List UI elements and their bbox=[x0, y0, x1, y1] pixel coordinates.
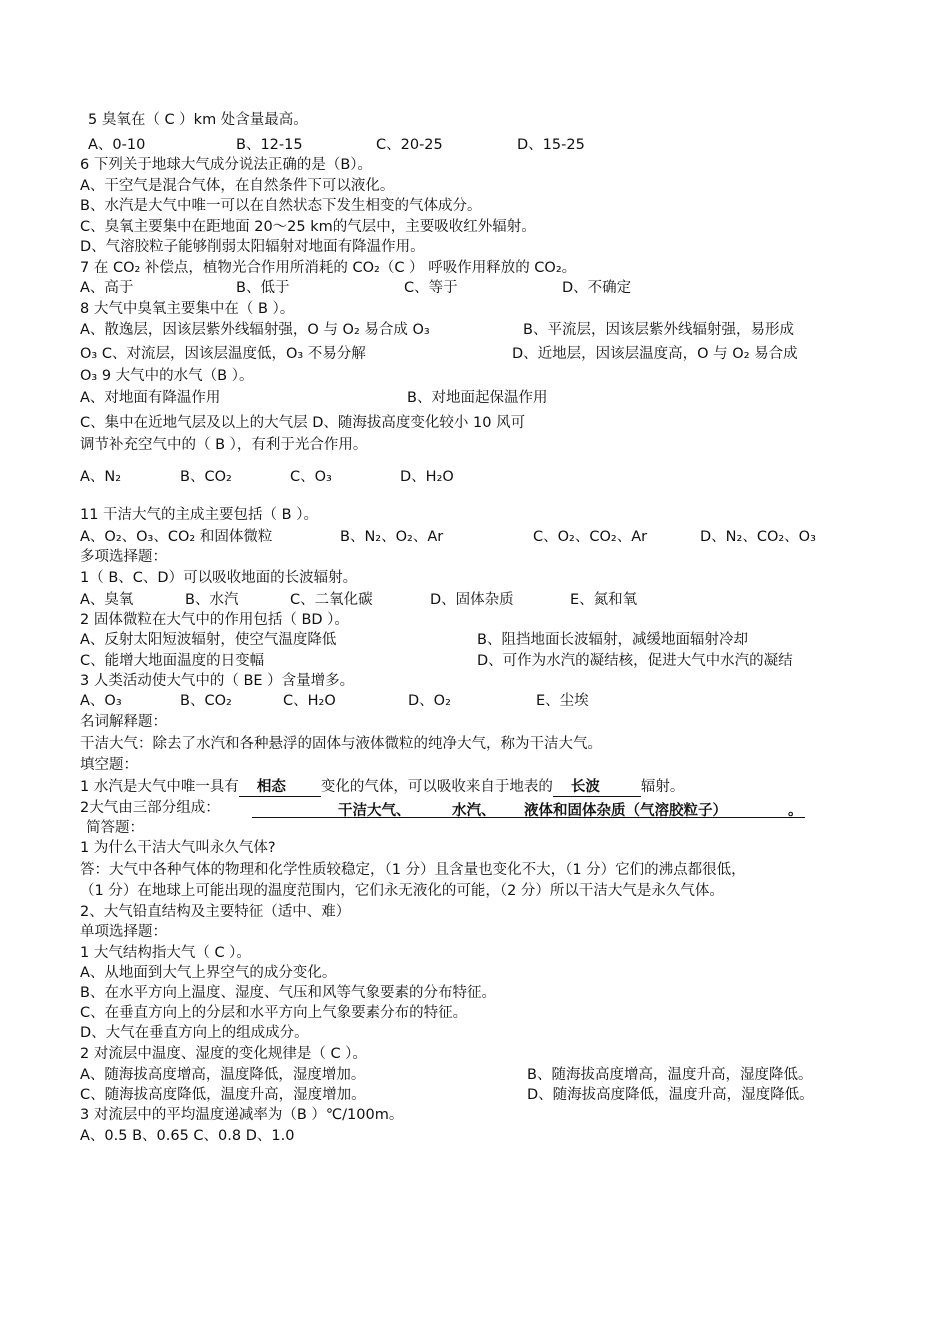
option: B、对地面起保温作用 bbox=[407, 390, 548, 406]
option: A、从地面到大气上界空气的成分变化。 bbox=[80, 965, 337, 981]
question-5-stem: 5 臭氧在（ C ）km 处含量最高。 bbox=[88, 112, 308, 128]
multi-question-2-stem: 2 固体微粒在大气中的作用包括（ BD ）。 bbox=[80, 612, 349, 628]
option: B、12-15 bbox=[236, 137, 303, 153]
section-heading: 简答题： bbox=[86, 820, 144, 836]
fill-answer: 水汽、 bbox=[452, 803, 496, 819]
option: C、能增大地面温度的日变幅 bbox=[80, 653, 265, 669]
fill-text: 辐射。 bbox=[640, 779, 685, 795]
option: C、集中在近地气层及以上的大气层 D、随海拔高度变化较小 10 风可 bbox=[80, 415, 526, 431]
option: B、CO₂ bbox=[180, 693, 232, 709]
option: C、二氧化碳 bbox=[290, 592, 373, 608]
fill-text: 变化的气体，可以吸收来自于地表的 bbox=[320, 779, 553, 795]
question-stem: 2 对流层中温度、湿度的变化规律是（ C ）。 bbox=[80, 1046, 367, 1062]
option: C、随海拔高度降低，温度升高，湿度增加。 bbox=[80, 1087, 366, 1103]
fill-question-2-answer bbox=[252, 799, 805, 818]
option: A、干空气是混合气体，在自然条件下可以液化。 bbox=[80, 178, 395, 194]
fill-answer: 相态 bbox=[239, 778, 321, 797]
section-heading: 多项选择题： bbox=[80, 549, 167, 565]
option: B、平流层，因该层紫外线辐射强，易形成 bbox=[523, 322, 794, 338]
multi-question-3-stem: 3 人类活动使大气中的（ BE ）含量增多。 bbox=[80, 673, 355, 689]
short-answer-line: 答：大气中各种气体的物理和化学性质较稳定，（1 分）且含量也变化不大，（1 分）它们的沸点都很低， bbox=[80, 862, 746, 878]
question-stem: 3 对流层中的平均温度递减率为（B ）℃/100m。 bbox=[80, 1107, 404, 1123]
option: B、随海拔高度增高，温度升高，湿度降低。 bbox=[527, 1067, 813, 1083]
option: D、随海拔高度降低，温度升高，湿度降低。 bbox=[527, 1087, 814, 1103]
question-6-stem: 6 下列关于地球大气成分说法正确的是（B）。 bbox=[80, 157, 373, 173]
option: B、在水平方向上温度、湿度、气压和风等气象要素的分布特征。 bbox=[80, 985, 496, 1001]
section-heading: 单项选择题： bbox=[80, 924, 167, 940]
fill-answer: 长波 bbox=[553, 778, 641, 797]
option: A、O₃ bbox=[80, 693, 122, 709]
option: E、氮和氧 bbox=[570, 592, 638, 608]
fill-question-2-label: 2大气由三部分组成： bbox=[80, 800, 220, 816]
option: C、在垂直方向上的分层和水平方向上气象要素分布的特征。 bbox=[80, 1005, 468, 1021]
option: D、15-25 bbox=[517, 137, 585, 153]
option: D、近地层，因该层温度高，O 与 O₂ 易合成 bbox=[512, 346, 798, 362]
option: D、不确定 bbox=[562, 280, 632, 296]
option: C、O₂、CO₂、Ar bbox=[533, 529, 648, 545]
option: D、气溶胶粒子能够削弱太阳辐射对地面有降温作用。 bbox=[80, 239, 425, 255]
option: A、0.5 B、0.65 C、0.8 D、1.0 bbox=[80, 1128, 295, 1144]
fill-answer: 干洁大气、 bbox=[338, 803, 411, 819]
option: A、高于 bbox=[80, 280, 134, 296]
option: B、水汽是大气中唯一可以在自然状态下发生相变的气体成分。 bbox=[80, 198, 482, 214]
option: O₃ C、对流层，因该层温度低，O₃ 不易分解 bbox=[80, 346, 366, 362]
option: D、大气在垂直方向上的组成成分。 bbox=[80, 1025, 309, 1041]
question-10-stem: 调节补充空气中的（ B ），有利于光合作用。 bbox=[80, 437, 368, 453]
fill-text: 1 水汽是大气中唯一具有 bbox=[80, 779, 239, 795]
fill-question-1 bbox=[80, 778, 684, 797]
option: B、CO₂ bbox=[180, 469, 232, 485]
question-7-stem: 7 在 CO₂ 补偿点，植物光合作用所消耗的 CO₂（C ） 呼吸作用释放的 CO₂。 bbox=[80, 260, 577, 276]
option: C、20-25 bbox=[376, 137, 443, 153]
option: E、尘埃 bbox=[536, 693, 589, 709]
option: C、臭氧主要集中在距地面 20～25 km的气层中，主要吸收红外辐射。 bbox=[80, 219, 536, 235]
option: A、对地面有降温作用 bbox=[80, 390, 221, 406]
fill-answer: 。 bbox=[788, 803, 803, 819]
fill-answer: 液体和固体杂质（气溶胶粒子） bbox=[524, 803, 727, 819]
option: B、阻挡地面长波辐射，减缓地面辐射冷却 bbox=[477, 632, 748, 648]
option: B、N₂、O₂、Ar bbox=[340, 529, 444, 545]
option: A、0-10 bbox=[88, 137, 146, 153]
short-question-1: 1 为什么干洁大气叫永久气体? bbox=[80, 840, 276, 856]
term-definition: 干洁大气：除去了水汽和各种悬浮的固体与液体微粒的纯净大气，称为干洁大气。 bbox=[80, 736, 602, 752]
option: B、低于 bbox=[236, 280, 290, 296]
question-9-stem: O₃ 9 大气中的水气（B ）。 bbox=[80, 368, 254, 384]
option: A、臭氧 bbox=[80, 592, 134, 608]
option: C、等于 bbox=[404, 280, 458, 296]
option: D、O₂ bbox=[408, 693, 451, 709]
option: D、N₂、CO₂、O₃ bbox=[700, 529, 816, 545]
section-title: 2、大气铅直结构及主要特征（适中、难） bbox=[80, 904, 351, 920]
section-heading: 填空题： bbox=[80, 757, 138, 773]
section-heading: 名词解释题： bbox=[80, 714, 167, 730]
multi-question-1-stem: 1（ B、C、D）可以吸收地面的长波辐射。 bbox=[80, 570, 358, 586]
question-11-stem: 11 干洁大气的主成主要包括（ B ）。 bbox=[80, 507, 318, 523]
option: A、N₂ bbox=[80, 469, 122, 485]
question-stem: 1 大气结构指大气（ C ）。 bbox=[80, 945, 251, 961]
question-8-stem: 8 大气中臭氧主要集中在（ B ）。 bbox=[80, 301, 295, 317]
option: D、可作为水汽的凝结核，促进大气中水汽的凝结 bbox=[477, 653, 793, 669]
option: A、反射太阳短波辐射，使空气温度降低 bbox=[80, 632, 337, 648]
option: D、H₂O bbox=[400, 469, 454, 485]
option: D、固体杂质 bbox=[430, 592, 514, 608]
option: A、O₂、O₃、CO₂ 和固体微粒 bbox=[80, 529, 273, 545]
option: C、H₂O bbox=[283, 693, 336, 709]
option: B、水汽 bbox=[185, 592, 239, 608]
option: C、O₃ bbox=[290, 469, 332, 485]
option: A、随海拔高度增高，温度降低，湿度增加。 bbox=[80, 1067, 366, 1083]
short-answer-line: （1 分）在地球上可能出现的温度范围内，它们永无液化的可能，（2 分）所以干洁大气是永久气体。 bbox=[80, 883, 724, 899]
option: A、散逸层，因该层紫外线辐射强，O 与 O₂ 易合成 O₃ bbox=[80, 322, 430, 338]
